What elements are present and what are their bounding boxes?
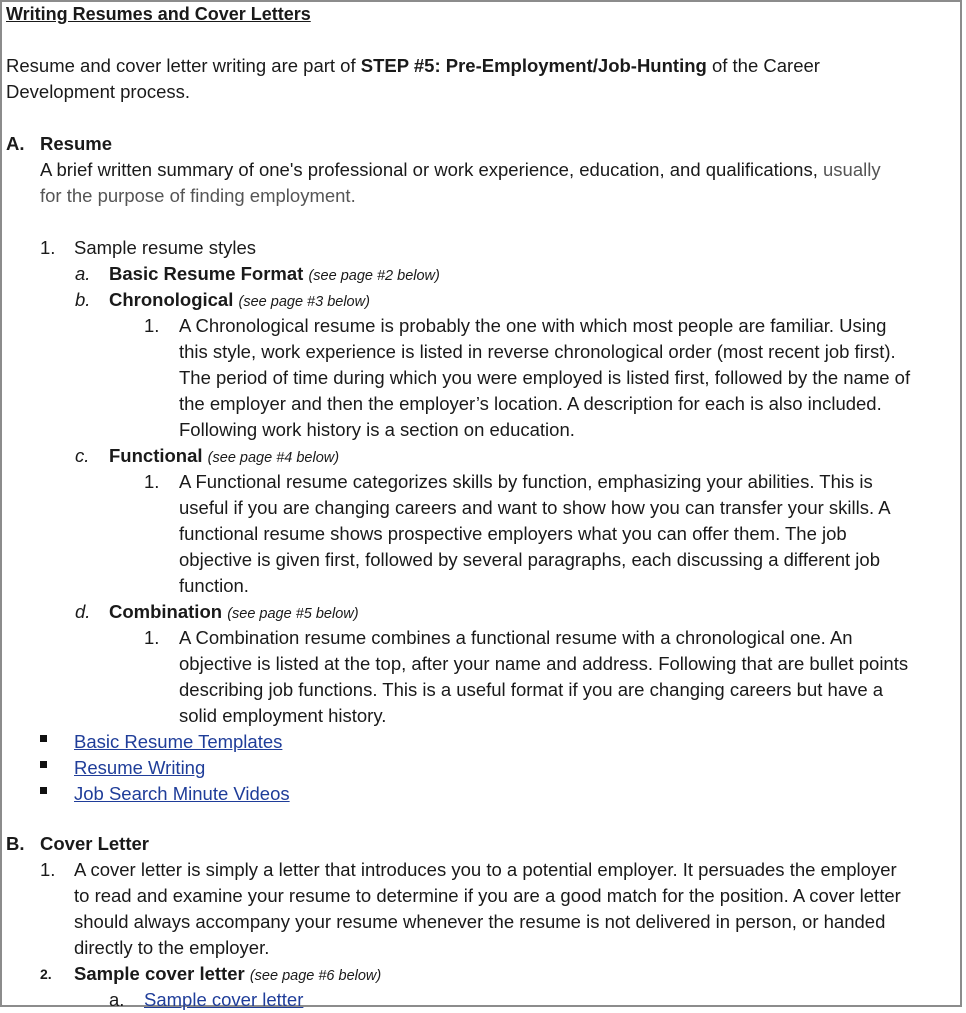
style-a-name: Basic Resume Format [109,263,304,284]
intro-text-after: of the Career [706,55,820,76]
cover-item-1-line-3: should always accompany your resume whenever the resume is not delivered in person, or handed [74,911,886,932]
section-b-marker: B. [6,833,25,854]
cover-item-1-marker: 1. [40,859,56,880]
style-b-line-4: the employer and then the employer’s location. A description for each is also included. [179,393,882,414]
style-d-note: (see page #5 below) [227,606,359,622]
style-b-line-1: A Chronological resume is probably the one with which most people are familiar. Using [179,315,887,336]
style-b-note: (see page #3 below) [238,294,370,310]
intro-line-1 [6,53,820,79]
cover-item-1-line-4: directly to the employer. [74,937,270,958]
style-c-num: 1. [144,471,160,492]
section-a-marker: A. [6,133,25,154]
link-sample-cover-letter[interactable]: Sample cover letter [144,989,304,1010]
style-b-num: 1. [144,315,160,336]
style-c-item [109,443,339,471]
cover-item-1-line-1: A cover letter is simply a letter that introduces you to a potential employer. It persuades the employer [74,859,897,880]
style-c-line-3: functional resume shows prospective employers what you can offer them. The job [179,523,847,544]
cover-item-1-line-2: to read and examine your resume to determine if you are a good match for the position. A cover letter [74,885,901,906]
resume-definition-line-1 [40,157,881,183]
intro-line-2: Development process. [6,81,191,102]
style-b-item [109,287,370,315]
section-a-heading: Resume [40,133,112,154]
styles-list-marker: 1. [40,237,56,258]
link-job-search-minute-videos[interactable]: Job Search Minute Videos [74,783,290,804]
style-b-line-5: Following work history is a section on education. [179,419,575,440]
style-c-line-1: A Functional resume categorizes skills by function, emphasizing your abilities. This is [179,471,873,492]
style-d-line-1: A Combination resume combines a functional resume with a chronological one. An [179,627,853,648]
cover-item-2 [74,961,381,989]
cover-item-2-note: (see page #6 below) [249,968,382,984]
style-d-item [109,599,359,627]
link-basic-resume-templates[interactable]: Basic Resume Templates [74,731,283,752]
style-d-line-4: solid employment history. [179,705,387,726]
style-c-line-5: function. [179,575,249,596]
cover-item-2-label: Sample cover letter [74,963,245,984]
style-d-name: Combination [109,601,223,622]
style-d-marker: d. [75,601,91,622]
style-d-line-2: objective is listed at the top, after your name and address. Following that are bullet points [179,653,909,674]
style-c-line-4: objective is given first, followed by several paragraphs, each discussing a different job [179,549,880,570]
cover-item-2-marker: 2. [40,966,52,982]
style-d-line-3: describing job functions. This is a useful format if you are changing careers but have a [179,679,884,700]
resume-definition-tail: usually [817,159,881,180]
square-bullet-icon [40,787,47,794]
style-b-marker: b. [75,289,91,310]
square-bullet-icon [40,735,47,742]
document-title: Writing Resumes and Cover Letters [6,4,311,24]
resume-definition-line-2: for the purpose of finding employment. [40,185,356,206]
style-a-item [109,261,440,289]
style-b-line-3: The period of time during which you were employed is listed first, followed by the name of [179,367,911,388]
style-c-note: (see page #4 below) [207,450,340,466]
style-b-name: Chronological [109,289,234,310]
style-a-marker: a. [75,263,91,284]
resume-definition-main: A brief written summary of one's professional or work experience, education, and qualifications, [40,159,818,180]
section-b-heading: Cover Letter [40,833,149,854]
style-a-note: (see page #2 below) [308,268,440,284]
square-bullet-icon [40,761,47,768]
link-resume-writing[interactable]: Resume Writing [74,757,206,778]
style-c-marker: c. [75,445,90,466]
style-b-line-2: this style, work experience is listed in reverse chronological order (most recent job first). [179,341,896,362]
style-d-num: 1. [144,627,160,648]
intro-text-before: Resume and cover letter writing are part of [6,55,361,76]
style-c-name: Functional [109,445,203,466]
cover-sub-a-marker: a. [109,989,125,1010]
styles-list-label: Sample resume styles [74,237,256,258]
intro-step: STEP #5: Pre-Employment/Job-Hunting [360,55,707,76]
style-c-line-2: useful if you are changing careers and want to show how you can transfer your skills. A [179,497,891,518]
